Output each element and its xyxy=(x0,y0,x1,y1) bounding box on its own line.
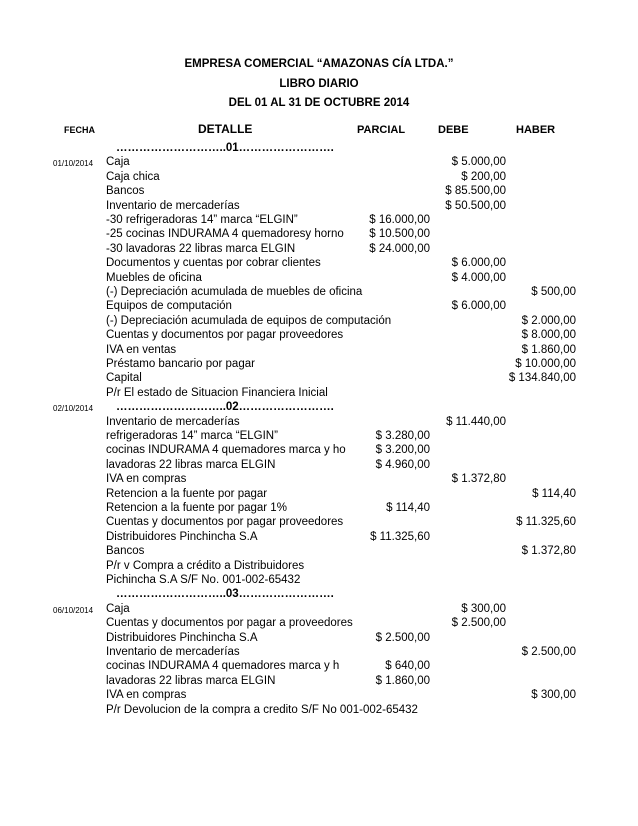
entry-separator xyxy=(0,142,638,156)
detail-cell: P/r Devolucion de la compra a credito S/F No 001-002-65432 xyxy=(106,703,418,716)
debit-cell: $ 50.500,00 xyxy=(445,199,506,212)
detail-cell: Documentos y cuentas por cobrar clientes xyxy=(106,257,321,270)
journal-row xyxy=(0,516,638,530)
detail-cell: Préstamo bancario por pagar xyxy=(106,358,255,370)
journal-row xyxy=(0,704,638,718)
detail-cell: Bancos xyxy=(106,545,145,558)
detail-cell: lavadoras 22 libras marca ELGIN xyxy=(106,674,276,687)
credit-cell: $ 300,00 xyxy=(531,689,576,702)
journal-row xyxy=(0,185,638,199)
detail-cell: P/r El estado de Situacion Financiera Inicial xyxy=(106,386,328,399)
partial-cell: $ 2.500,00 xyxy=(375,631,430,644)
credit-cell: $ 8.000,00 xyxy=(521,329,576,342)
credit-cell: $ 500,00 xyxy=(531,286,576,298)
detail-cell: refrigeradoras 14” marca “ELGIN” xyxy=(106,430,278,442)
detail-cell: Capital xyxy=(106,372,142,385)
detail-cell: lavadoras 22 libras marca ELGIN xyxy=(106,458,276,471)
journal-row xyxy=(0,214,638,228)
detail-cell: Inventario de mercaderías xyxy=(106,646,240,658)
journal-row xyxy=(0,488,638,502)
partial-cell: $ 10.500,00 xyxy=(369,228,430,241)
journal-row xyxy=(0,617,638,631)
detail-cell: Inventario de mercaderías xyxy=(106,415,240,428)
journal-row xyxy=(0,171,638,185)
journal-row xyxy=(0,272,638,286)
debit-cell: $ 300,00 xyxy=(461,602,506,615)
detail-cell: ………………………..01……………………. xyxy=(116,142,334,154)
journal-row xyxy=(0,502,638,516)
partial-cell: $ 1.860,00 xyxy=(375,674,430,687)
debit-cell: $ 1.372,80 xyxy=(451,473,506,486)
credit-cell: $ 10.000,00 xyxy=(515,358,576,370)
journal-row xyxy=(0,646,638,660)
journal-row xyxy=(0,459,638,473)
detail-cell: Retencion a la fuente por pagar xyxy=(106,487,268,500)
journal-row xyxy=(0,372,638,386)
journal-row xyxy=(0,689,638,703)
credit-cell: $ 1.860,00 xyxy=(521,343,576,356)
detail-cell: Bancos xyxy=(106,185,145,198)
journal-row xyxy=(0,257,638,271)
journal-row xyxy=(0,473,638,487)
journal-row xyxy=(0,387,638,401)
partial-cell: $ 3.200,00 xyxy=(375,444,430,457)
date-cell: 06/10/2014 xyxy=(53,605,94,615)
detail-cell: P/r v Compra a crédito a Distribuidores xyxy=(106,559,305,572)
credit-cell: $ 2.000,00 xyxy=(521,314,576,327)
detail-cell: cocinas INDURAMA 4 quemadores marca y h xyxy=(106,660,340,673)
partial-cell: $ 114,40 xyxy=(386,502,430,514)
debit-cell: $ 5.000,00 xyxy=(451,156,506,169)
journal-row xyxy=(0,416,638,430)
partial-cell: $ 16.000,00 xyxy=(369,214,430,226)
debit-cell: $ 11.440,00 xyxy=(446,415,506,428)
journal-row xyxy=(0,344,638,358)
debit-cell: $ 85.500,00 xyxy=(445,185,506,198)
journal-row xyxy=(0,444,638,458)
journal-row xyxy=(0,315,638,329)
detail-cell: Caja xyxy=(106,156,130,169)
detail-cell: -30 refrigeradoras 14” marca “ELGIN” xyxy=(106,214,298,226)
company-title: EMPRESA COMERCIAL “AMAZONAS CÍA LTDA.” xyxy=(184,58,454,70)
date-cell: 02/10/2014 xyxy=(53,404,94,414)
partial-cell: $ 3.280,00 xyxy=(375,430,430,442)
journal-row xyxy=(0,200,638,214)
detail-cell: ………………………..02……………………. xyxy=(116,401,334,414)
journal-row xyxy=(0,545,638,559)
entry-separator xyxy=(0,401,638,415)
detail-cell: Caja xyxy=(106,602,130,615)
journal-row xyxy=(0,286,638,300)
partial-cell: $ 4.960,00 xyxy=(375,458,430,471)
book-title: LIBRO DIARIO xyxy=(279,78,359,90)
journal-row xyxy=(0,660,638,674)
detail-cell: ………………………..03……………………. xyxy=(116,588,334,601)
detail-cell: -25 cocinas INDURAMA 4 quemadoresy horno xyxy=(106,228,344,241)
credit-cell: $ 1.372,80 xyxy=(521,545,576,558)
partial-cell: $ 11.325,60 xyxy=(370,530,430,543)
col-fecha: FECHA xyxy=(64,125,95,135)
detail-cell: Cuentas y documentos por pagar a proveedores xyxy=(106,617,353,630)
col-debe: DEBE xyxy=(438,124,469,136)
credit-cell: $ 11.325,60 xyxy=(516,516,576,529)
journal-row xyxy=(0,358,638,372)
journal-row xyxy=(0,329,638,343)
detail-cell: Muebles de oficina xyxy=(106,271,202,284)
date-cell: 01/10/2014 xyxy=(53,159,94,169)
journal-row xyxy=(0,632,638,646)
detail-cell: IVA en compras xyxy=(106,473,187,486)
detail-cell: Cuentas y documentos por pagar proveedores xyxy=(106,516,344,529)
debit-cell: $ 6.000,00 xyxy=(451,257,506,270)
detail-cell: Inventario de mercaderías xyxy=(106,199,240,212)
debit-cell: $ 4.000,00 xyxy=(451,271,506,284)
journal-row xyxy=(0,156,638,170)
credit-cell: $ 114,40 xyxy=(532,487,576,500)
journal-row xyxy=(0,300,638,314)
journal-row xyxy=(0,560,638,574)
journal-row xyxy=(0,531,638,545)
journal-row xyxy=(0,430,638,444)
detail-cell: Distribuidores Pinchincha S.A xyxy=(106,530,258,543)
entry-separator xyxy=(0,588,638,602)
debit-cell: $ 200,00 xyxy=(461,170,506,183)
journal-row xyxy=(0,675,638,689)
detail-cell: Distribuidores Pinchincha S.A xyxy=(106,631,258,644)
credit-cell: $ 2.500,00 xyxy=(521,646,576,658)
detail-cell: cocinas INDURAMA 4 quemadores marca y ho xyxy=(106,444,346,457)
journal-row xyxy=(0,228,638,242)
detail-cell: Caja chica xyxy=(106,170,160,183)
detail-cell: IVA en ventas xyxy=(106,343,177,356)
detail-cell: -30 lavadoras 22 libras marca ELGIN xyxy=(106,242,296,255)
col-haber: HABER xyxy=(516,124,556,136)
detail-cell: IVA en compras xyxy=(106,689,187,702)
partial-cell: $ 24.000,00 xyxy=(369,242,430,255)
col-detalle: DETALLE xyxy=(198,122,253,136)
debit-cell: $ 6.000,00 xyxy=(451,300,506,313)
detail-cell: Equipos de computación xyxy=(106,300,232,313)
detail-cell: (-) Depreciación acumulada de equipos de computación xyxy=(106,314,392,327)
detail-cell: Cuentas y documentos por pagar proveedores xyxy=(106,329,344,342)
col-parcial: PARCIAL xyxy=(357,124,406,136)
partial-cell: $ 640,00 xyxy=(385,660,430,673)
detail-cell: Retencion a la fuente por pagar 1% xyxy=(106,502,287,514)
credit-cell: $ 134.840,00 xyxy=(508,372,576,385)
journal-row xyxy=(0,603,638,617)
detail-cell: Pichincha S.A S/F No. 001-002-65432 xyxy=(106,574,301,586)
period-title: DEL 01 AL 31 DE OCTUBRE 2014 xyxy=(228,97,410,109)
debit-cell: $ 2.500,00 xyxy=(451,617,506,630)
journal-row xyxy=(0,574,638,588)
journal-row xyxy=(0,243,638,257)
detail-cell: (-) Depreciación acumulada de muebles de oficina xyxy=(106,286,363,298)
